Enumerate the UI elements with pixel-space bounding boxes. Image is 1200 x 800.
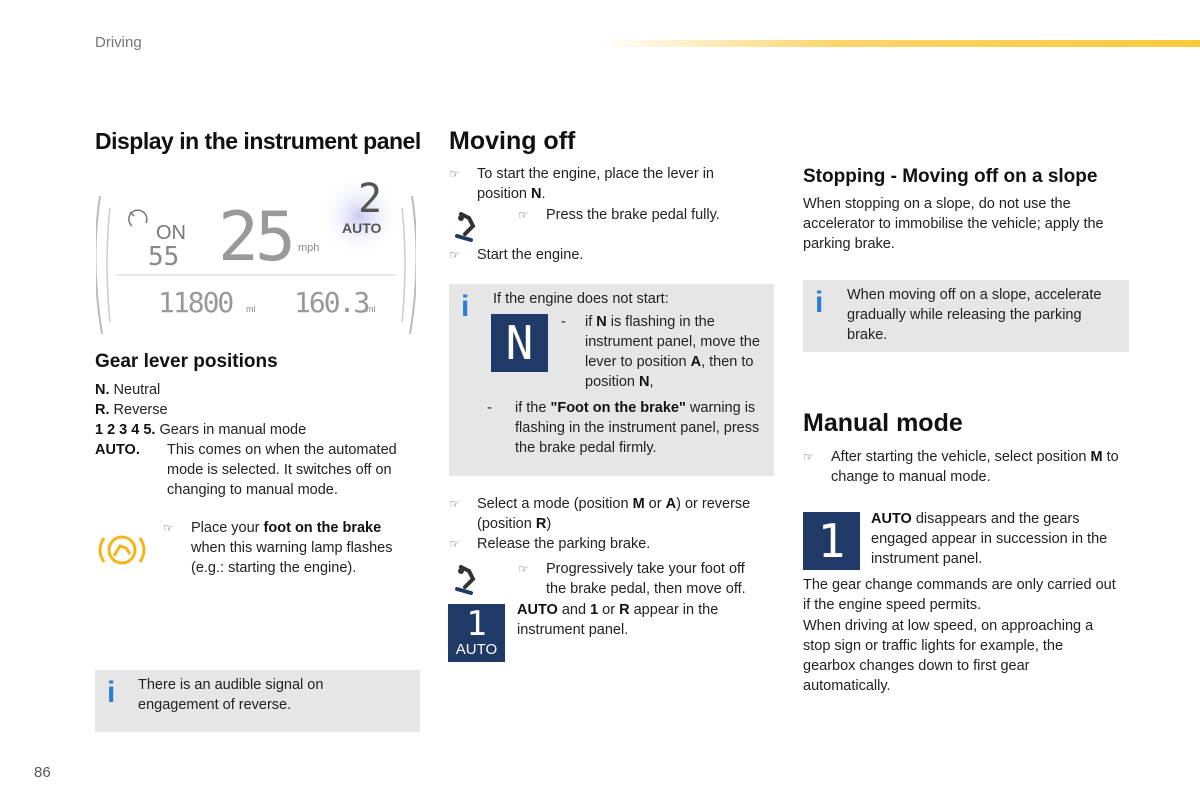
brake-tip — [163, 518, 413, 578]
note-bold: "Foot on the brake" — [550, 400, 686, 416]
downshift-paragraph: When driving at low speed, on approaching a stop sign or traffic lights for example, the gearbox changes down to first gear automatically. — [803, 618, 1094, 694]
legend-key: AUTO. — [95, 442, 140, 458]
info-icon: i — [461, 290, 470, 323]
legend-item — [95, 400, 420, 420]
step-text: ) or reverse (position — [477, 496, 751, 532]
step-text: To start the engine, place the lever in position — [477, 166, 714, 202]
bullet-icon: ☞ — [449, 497, 460, 511]
tile-gear: 1 — [466, 604, 487, 644]
bullet-icon: ☞ — [449, 167, 460, 181]
trip-unit: mi — [366, 304, 376, 314]
note-text: When moving off on a slope, accelerate gradually while releasing the parking brake. — [847, 287, 1102, 343]
gears-appear-text — [871, 509, 1131, 569]
note-text: There is an audible signal on engagement of reverse. — [138, 677, 324, 713]
step-bold: M — [1090, 449, 1103, 465]
tip-text: Place your — [191, 520, 264, 536]
instrument-panel-illustration — [96, 176, 416, 342]
engine-not-start-note — [449, 284, 774, 476]
tile-gear: 1 — [817, 514, 846, 568]
final-text: appear in the instrument panel. — [517, 602, 719, 638]
bullet-icon: ☞ — [518, 562, 529, 576]
gear-n-tile — [491, 314, 548, 372]
tip-bold: foot on the brake — [263, 520, 382, 536]
slope-note — [803, 280, 1129, 352]
note-item-foot-brake — [487, 398, 767, 458]
final-bold: 1 — [590, 602, 599, 618]
manual-mode-title: Manual mode — [803, 409, 963, 437]
legend-key: R. — [95, 402, 110, 418]
speed-readout: 25 — [218, 198, 292, 277]
gear-indicator: 2 — [358, 176, 383, 222]
note-bold: A — [690, 354, 702, 370]
bullet-icon: ☞ — [163, 521, 174, 535]
gear-legend — [95, 380, 420, 500]
step-text: Progressively take your foot off the brake pedal, then move off. — [546, 561, 746, 597]
slope-text: When stopping on a slope, do not use the accelerator to immobilise the vehicle; apply the parking brake. — [803, 196, 1104, 252]
step-bold: A — [665, 496, 677, 512]
odometer-readout: 11800 — [158, 286, 233, 319]
note-item-flashing-n — [561, 312, 766, 392]
legend-text: Gears in manual mode — [159, 422, 307, 438]
tile-text-bold: AUTO — [871, 511, 912, 527]
step-text: After starting the vehicle, select position — [831, 449, 1091, 465]
step-text: Release the parking brake. — [477, 536, 651, 552]
final-bold: R — [619, 602, 630, 618]
legend-key: 1 2 3 4 5. — [95, 422, 156, 438]
auto-indicator: AUTO — [342, 220, 382, 236]
dash-icon: - — [487, 400, 492, 416]
legend-item — [95, 420, 420, 440]
step-take-foot-off — [518, 559, 768, 599]
step-start — [449, 245, 749, 265]
step-text: Select a mode (position — [477, 496, 633, 512]
final-text: or — [598, 602, 620, 618]
gear-positions-title: Gear lever positions — [95, 351, 278, 372]
legend-item — [95, 380, 420, 400]
legend-key: N. — [95, 382, 110, 398]
legend-text: Neutral — [113, 382, 161, 398]
gear-1-tile — [803, 512, 860, 570]
speed-limit-value: 55 — [148, 242, 180, 272]
auto-appear-text — [517, 600, 767, 640]
step-start-engine — [449, 164, 749, 204]
final-bold: AUTO — [517, 602, 558, 618]
trip-readout: 160.3 — [294, 286, 369, 319]
foot-on-brake-warning-icon — [96, 532, 148, 568]
section-label: Driving — [95, 34, 142, 51]
note-bold: N — [639, 374, 650, 390]
note-text: , — [649, 374, 654, 390]
step-text: ) — [546, 516, 552, 532]
step-text: to change to manual mode. — [831, 449, 1119, 485]
panel-section-title: Display in the instrument panel — [95, 128, 421, 154]
brake-pedal-icon — [451, 210, 485, 244]
bullet-icon: ☞ — [803, 450, 814, 464]
tile-auto-label: AUTO — [455, 641, 498, 658]
note-text: , then to position — [585, 354, 754, 390]
gear-change-paragraph: The gear change commands are only carried out if the engine speed permits. — [803, 577, 1116, 613]
step-text: Press the brake pedal fully. — [546, 207, 720, 223]
step-select-mode — [449, 494, 779, 534]
speed-limiter-on-label: ON — [156, 222, 186, 244]
note-text: if the — [515, 400, 551, 416]
legend-text: Reverse — [113, 402, 168, 418]
note-text: is flashing in the instrument panel, move the lever to position — [585, 314, 760, 370]
tip-text-end: when this warning lamp flashes (e.g.: starting the engine). — [191, 540, 393, 576]
step-bold: N — [531, 186, 542, 202]
info-icon: i — [815, 286, 824, 319]
auto-1-tile — [448, 604, 505, 662]
page-number: 86 — [34, 764, 51, 781]
step-bold: M — [632, 496, 645, 512]
info-icon: i — [107, 676, 116, 709]
bullet-icon: ☞ — [449, 248, 460, 262]
note-text: warning is flashing in the instrument panel, press the brake pedal firmly. — [515, 400, 760, 456]
foot-off-pedal-icon — [451, 563, 485, 597]
step-brake-fully — [518, 205, 758, 225]
tile-letter: N — [505, 316, 534, 370]
step-release-brake — [449, 534, 779, 554]
final-text: and — [557, 602, 591, 618]
speed-unit: mph — [298, 242, 320, 254]
step-text: or — [644, 496, 666, 512]
note-intro: If the engine does not start: — [493, 291, 669, 307]
odometer-unit: mi — [246, 304, 256, 314]
note-bold: N — [596, 314, 607, 330]
step-text-end: . — [541, 186, 546, 202]
bullet-icon: ☞ — [518, 208, 529, 222]
dash-icon: - — [561, 314, 566, 330]
reverse-note — [95, 670, 420, 732]
legend-item — [95, 440, 420, 500]
tile-text: disappears and the gears engaged appear in succession in the instrument panel. — [871, 511, 1108, 567]
manual-step — [803, 447, 1133, 487]
header-accent-bar — [600, 40, 1200, 47]
slope-title: Stopping - Moving off on a slope — [803, 166, 1098, 187]
moving-off-title: Moving off — [449, 127, 576, 155]
bullet-icon: ☞ — [449, 537, 460, 551]
note-text: if — [585, 314, 597, 330]
legend-text: This comes on when the automated mode is selected. It switches off on changing to manual mode. — [167, 442, 397, 498]
step-text: Start the engine. — [477, 247, 584, 263]
step-bold: R — [535, 516, 547, 532]
